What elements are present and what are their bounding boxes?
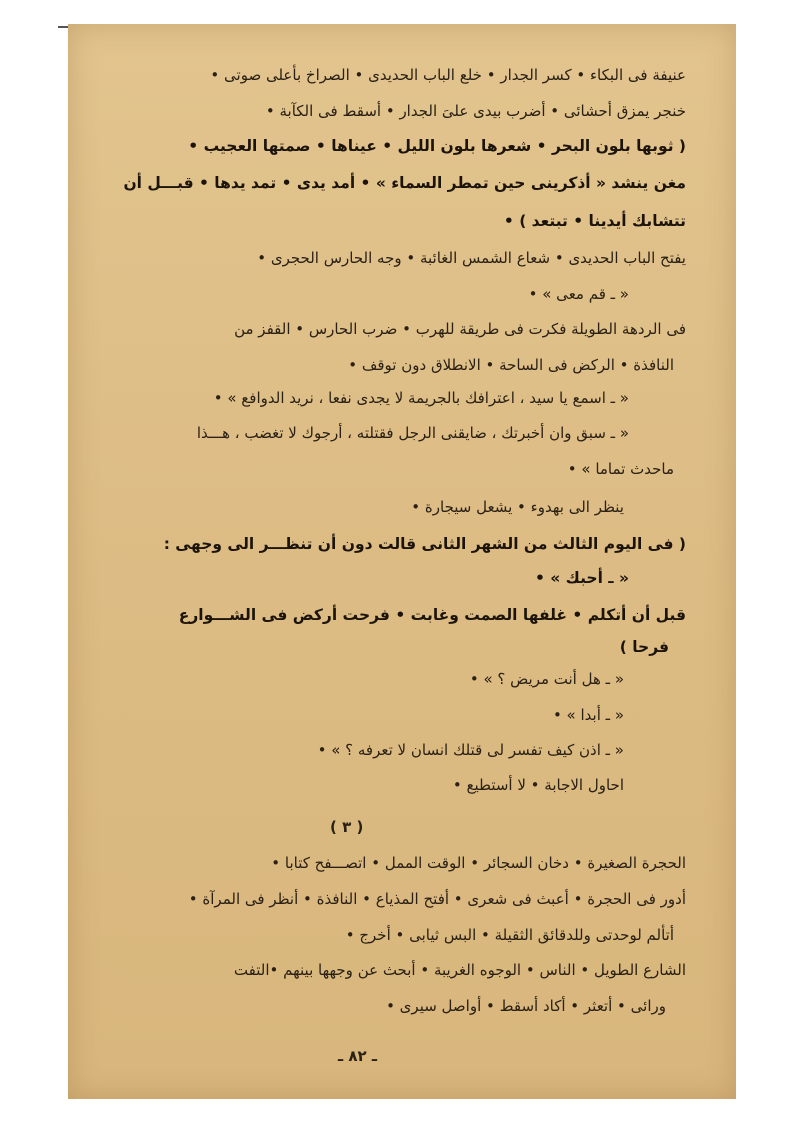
section-number: ( ٣ ) xyxy=(330,818,364,836)
text-line-16: قبل أن أتكلم • غلفها الصمت وغابت • فرحت أركض فى الشـــوارع xyxy=(178,606,686,624)
text-line-7: « ـ قم معى » • xyxy=(528,285,629,303)
text-line-25: الشارع الطويل • الناس • الوجوه الغريبة • أبحث عن وجهها بينهم •التفت xyxy=(233,961,686,979)
text-line-24: أتألم لوحدتى وللدقائق الثقيلة • البس ثيابى • أخرج • xyxy=(345,926,674,944)
text-line-10: « ـ اسمع يا سيد ، اعترافك بالجريمة لا يجدى نفعا ، نريد الدوافع » • xyxy=(213,389,629,407)
scan-speck xyxy=(58,26,68,28)
text-line-5: تتشابك أيدينا • تبتعد ) • xyxy=(503,212,686,230)
text-line-19: « ـ أبدا » • xyxy=(552,706,624,724)
text-line-8: فى الردهة الطويلة فكرت فى طريقة للهرب • ضرب الحارس • القفز من xyxy=(234,320,686,338)
text-line-17: فرحا ) xyxy=(619,638,669,656)
text-line-2: خنجر يمزق أحشائى • أضرب بيدى علىَ الجدار • أسقط فى الكآبة • xyxy=(265,102,686,120)
text-line-22: الحجرة الصغيرة • دخان السجائر • الوقت الممل • اتصـــفح كتابا • xyxy=(271,854,686,872)
text-line-14: ( فى اليوم الثالث من الشهر الثانى قالت دون أن تنظـــر الى وجهى : xyxy=(163,535,686,553)
text-line-21: احاول الاجابة • لا أستطيع • xyxy=(452,776,624,794)
text-line-13: ينظر الى بهدوء • يشعل سيجارة • xyxy=(411,498,624,516)
text-line-11: « ـ سبق وان أخبرتك ، ضايقنى الرجل فقتلته ، أرجوك لا تغضب ، هـــذا xyxy=(196,424,629,442)
text-line-3: ( ثوبها بلون البحر • شعرها بلون الليل • عيناها • صمتها العجيب • xyxy=(188,137,686,155)
text-line-4: مغن ينشد « أذكرينى حين تمطر السماء » • أمد يدى • تمد يدها • قبـــل أن xyxy=(123,174,686,192)
text-line-6: يفتح الباب الحديدى • شعاع الشمس الغائبة • وجه الحارس الحجرى • xyxy=(257,249,686,267)
text-line-9: النافذة • الركض فى الساحة • الانطلاق دون توقف • xyxy=(348,356,674,374)
text-line-23: أدور فى الحجرة • أعبث فى شعرى • أفتح المذياع • النافذة • أنظر فى المرآة • xyxy=(188,890,686,908)
text-line-12: ماحدث تماما » • xyxy=(567,460,674,478)
text-line-18: « ـ هل أنت مريض ؟ » • xyxy=(469,670,624,688)
text-line-20: « ـ اذن كيف تفسر لى قتلك انسان لا تعرفه ؟ » • xyxy=(317,741,624,759)
text-line-1: عنيفة فى البكاء • كسر الجدار • خلع الباب الحديدى • الصراخ بأعلى صوتى • xyxy=(210,66,686,84)
page-number: ـ ٨٢ ـ xyxy=(338,1047,378,1065)
text-line-26: ورائى • أتعثر • أكاد أسقط • أواصل سيرى • xyxy=(386,997,666,1015)
text-line-15: « ـ أحبك » • xyxy=(534,569,629,587)
